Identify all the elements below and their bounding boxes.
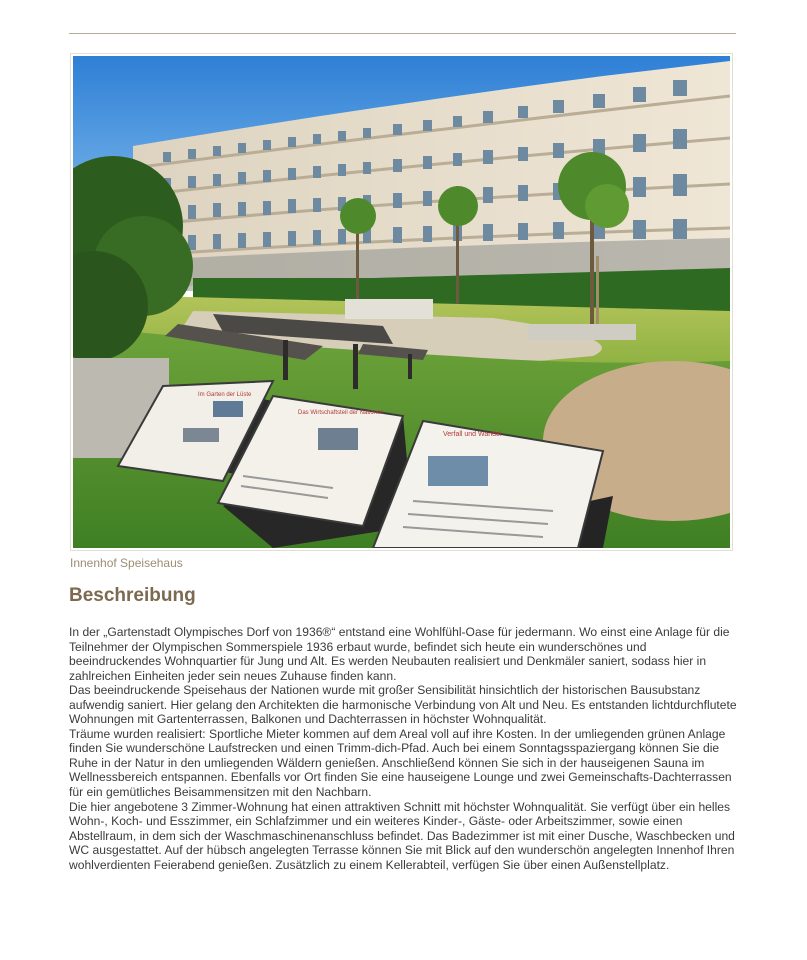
courtyard-photo-illustration	[73, 56, 730, 548]
description-paragraph: Das beeindruckende Speisehaus der Nationen wurde mit großer Sensibilität hinsichtlich der historischen Bausubstanz aufwendig saniert. Hier gelang den Architekten die harmonische Verbindung von Alt und Neu. Es entstanden lichtdurchflutete Wohnungen mit Gartenterrassen, Balkonen und Dachterrassen in höchster Wohnqualität.	[69, 683, 737, 727]
top-divider	[69, 33, 736, 34]
description-paragraph: Die hier angebotene 3 Zimmer-Wohnung hat einen attraktiven Schnitt mit höchster Wohnqualität. Sie verfügt über ein helles Wohn-, Koch- und Esszimmer, ein Schlafzimmer und ein weiteres Kinder-, Gäste- oder Arbeitszimmer, sowie einen Abstellraum, in dem sich der Waschmaschinenanschluss befindet. Das Badezimmer ist mit einer Dusche, Waschbecken und WC ausgestattet. Auf der hübsch angelegten Terrasse können Sie mit Blick auf den wunderschön angelegten Innenhof Ihren wohlverdienten Feierabend genießen. Zusätzlich zu einem Kellerabteil, verfügen Sie über einen Außenstellplatz.	[69, 799, 735, 872]
sign-title: Das Wirtschaftsteil der Nationen	[298, 410, 384, 416]
concrete-block	[345, 299, 433, 319]
photo-caption: Innenhof Speisehaus	[70, 556, 183, 570]
sign-title: Im Garten der Lüste	[198, 392, 252, 398]
description-paragraph: Träume wurden realisiert: Sportliche Mieter kommen auf dem Areal voll auf ihre Kosten. In der umliegenden grünen Anlage finden Sie wunderschöne Laufstrecken und einen Trimm-dich-Pfad. Auch bei einem Sonntagsspaziergang können Sie die Ruhe in der Natur in den umliegenden Wäldern genießen. Anschließend können Sie sich in der hauseigenen Sauna im Wellnessbereich entspannen. Ebenfalls vor Ort finden Sie eine hauseigene Lounge und zwei Gemeinschafts-Dachterrassen für ein gemütliches Beisammensitzen mit den Nachbarn.	[69, 726, 732, 800]
concrete-block	[528, 324, 636, 340]
sign-title: Verfall und Wandel	[443, 431, 502, 438]
section-heading: Beschreibung	[69, 585, 196, 606]
property-photo	[70, 53, 733, 551]
description-text	[69, 625, 739, 872]
description-paragraph: In der „Gartenstadt Olympisches Dorf von 1936®“ entstand eine Wohlfühl-Oase für jedermann. Wo einst eine Anlage für die Teilnehmer der Olympischen Sommerspiele 1936 erbaut wurde, befindet sich heute ein wunderschönes und beeindruckendes Wohnquartier für Jung und Alt. Es werden Neubauten realisiert und Denkmäler saniert, sodass hier in zahlreichen Einheiten jeder sein neues Zuhause finden kann.	[69, 625, 730, 683]
